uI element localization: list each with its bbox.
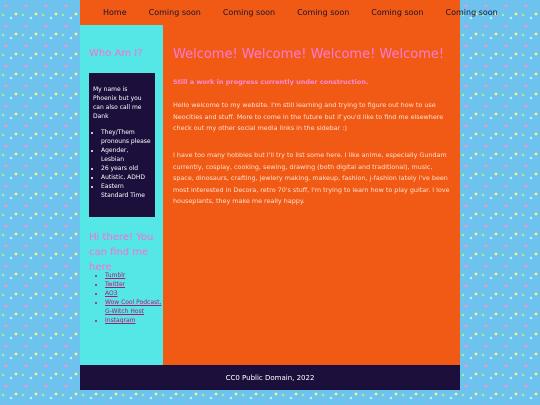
nav-coming-soon-link-5[interactable]: Coming soon <box>445 8 498 17</box>
social-link-item <box>105 316 165 325</box>
ao3-link[interactable]: AO3 <box>105 290 118 297</box>
tumblr-link[interactable]: Tumblr <box>105 272 126 279</box>
about-intro: My name is Phoenix but you can also call me Dank <box>93 86 142 120</box>
hobbies-paragraph: I have too many hobbies but I'll try to list some here. I like anime, especially Gundam currently, cosplay, cooking, sewing, drawing (both digital and traditional), music, space, dinosaurs, crafting, jewlery making, makeup, fashion, j-fashion lately i've been most interested in Decora, retro 70's stuff, I'm trying to learn how to play guitar. I love houseplants, they make me really happy. <box>173 151 450 205</box>
social-link-item <box>105 280 165 289</box>
footer-text: CC0 Public Domain, 2022 <box>225 373 315 382</box>
nav-coming-soon-link-1[interactable]: Coming soon <box>148 8 201 17</box>
construction-notice: Still a work in progress currently under construction. <box>173 78 369 86</box>
fact-age: • 26 years old <box>101 164 152 173</box>
nav-coming-soon-link-3[interactable]: Coming soon <box>297 8 350 17</box>
nav-coming-soon-link-4[interactable]: Coming soon <box>371 8 424 17</box>
footer <box>80 365 460 390</box>
fact-timezone: • Eastern Standard Time <box>101 182 152 200</box>
fact-pronouns: • They/Them pronouns please <box>101 128 152 146</box>
social-link-item <box>105 271 165 280</box>
main-content <box>163 25 460 365</box>
nav-home-link[interactable]: Home <box>103 8 127 17</box>
about-heading: Who Am I? <box>89 48 143 59</box>
instagram-link[interactable]: Instagram <box>105 317 136 324</box>
top-nav <box>80 0 498 25</box>
nav-coming-soon-link-2[interactable]: Coming soon <box>222 8 276 17</box>
page-title: Welcome! Welcome! Welcome! Welcome! <box>173 47 445 62</box>
links-heading: Hi there! You can find me here <box>89 232 154 273</box>
fact-neurotype: • Autistic, ADHD <box>101 173 152 182</box>
podcast-link[interactable]: Wow Cool Podcast, G-Witch Host <box>105 299 162 315</box>
page-wrapper <box>80 0 498 390</box>
about-facts-list <box>93 128 152 200</box>
intro-paragraph: Hello welcome to my website. I'm still learning and trying to figure out how to use Neocities and stuff. More to come in the future but if you'd like to find me elsewhere check out my other social media links in the sidebar :) <box>173 101 444 132</box>
sidebar <box>80 25 163 365</box>
twitter-link[interactable]: Twitter <box>105 281 126 288</box>
social-links-list <box>97 271 165 325</box>
social-link-item <box>105 289 165 298</box>
fact-identity: • Agender, Lesbian <box>101 146 152 164</box>
about-box <box>89 73 155 217</box>
social-link-item <box>105 298 165 316</box>
